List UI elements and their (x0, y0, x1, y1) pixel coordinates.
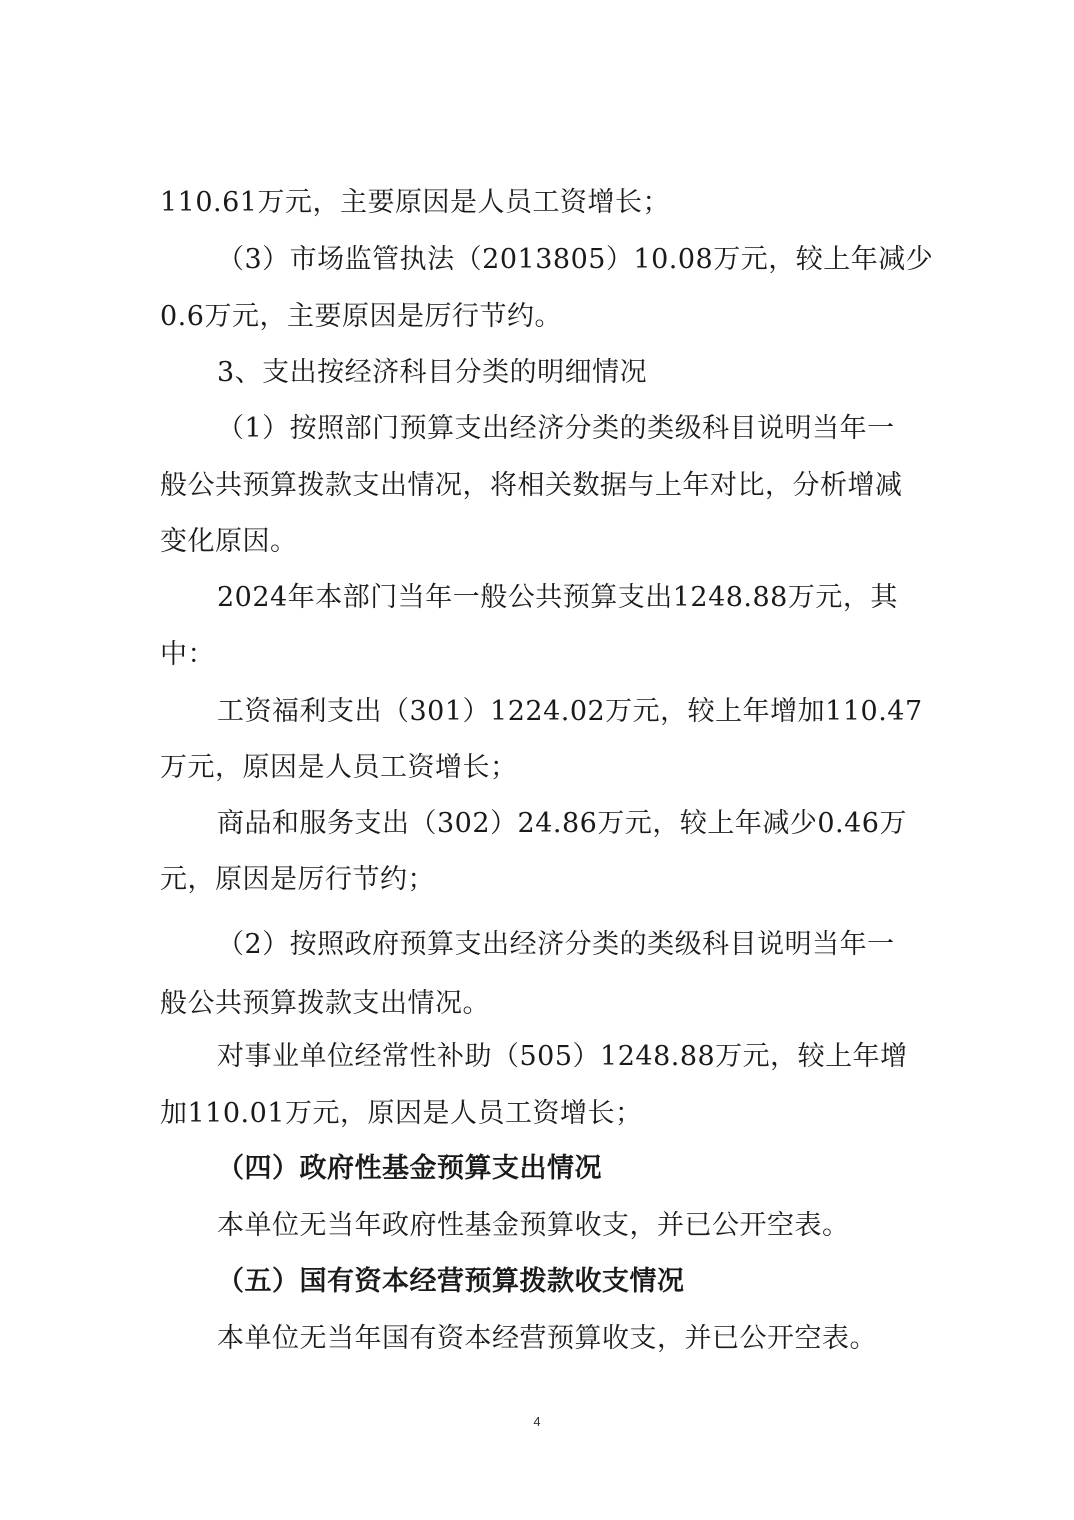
section-heading: （四）政府性基金预算支出情况 (217, 1153, 602, 1184)
paragraph-line: 0.6万元，主要原因是厉行节约。 (160, 301, 562, 332)
paragraph-line: 对事业单位经常性补助（505）1248.88万元，较上年增 (217, 1041, 908, 1072)
paragraph-line: 110.61万元，主要原因是人员工资增长； (160, 187, 670, 218)
paragraph-line: 中： (160, 639, 215, 670)
section-heading: 3、支出按经济科目分类的明细情况 (217, 357, 648, 388)
page-number: 4 (533, 1414, 541, 1429)
paragraph-line: （1）按照部门预算支出经济分类的类级科目说明当年一 (217, 413, 895, 444)
paragraph-line: 加110.01万元，原因是人员工资增长； (160, 1098, 643, 1129)
paragraph-line: 般公共预算拨款支出情况，将相关数据与上年对比，分析增减 (160, 470, 903, 501)
paragraph-line: 元，原因是厉行节约； (160, 864, 435, 895)
paragraph-line: 变化原因。 (160, 526, 298, 557)
paragraph-line: 本单位无当年政府性基金预算收支，并已公开空表。 (217, 1210, 850, 1241)
paragraph-line: 工资福利支出（301）1224.02万元，较上年增加110.47 (217, 696, 923, 727)
paragraph-line: 商品和服务支出（302）24.86万元，较上年减少0.46万 (217, 808, 907, 839)
paragraph-line: （2）按照政府预算支出经济分类的类级科目说明当年一 (217, 929, 895, 960)
paragraph-line: 般公共预算拨款支出情况。 (160, 988, 490, 1019)
paragraph-line: 本单位无当年国有资本经营预算收支，并已公开空表。 (217, 1323, 877, 1354)
section-heading: （五）国有资本经营预算拨款收支情况 (217, 1266, 685, 1297)
paragraph-line: （3）市场监管执法（2013805）10.08万元，较上年减少 (217, 244, 934, 275)
paragraph-line: 2024年本部门当年一般公共预算支出1248.88万元，其 (217, 582, 898, 613)
paragraph-line: 万元，原因是人员工资增长； (160, 752, 518, 783)
